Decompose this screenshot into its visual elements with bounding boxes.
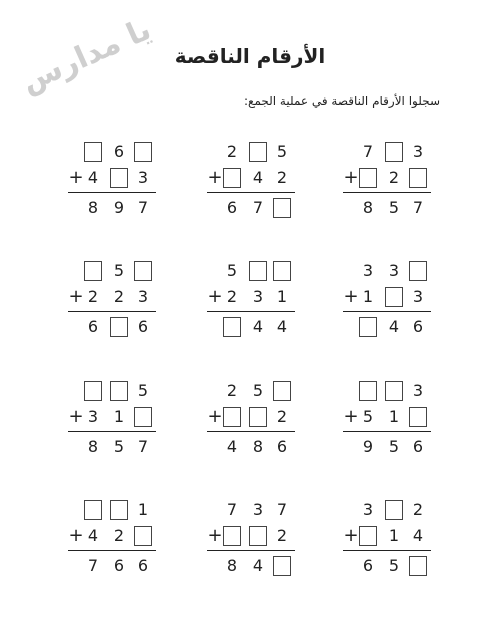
plus-sign: +: [343, 525, 359, 546]
sum-digit: 7: [137, 198, 149, 217]
plus-sign: +: [68, 167, 84, 188]
missing-digit-box[interactable]: [409, 261, 427, 281]
sum-line: [68, 550, 156, 551]
addend-bottom-digit: 1: [362, 287, 374, 306]
sum-digit: 6: [87, 317, 99, 336]
sum-digit: 4: [226, 437, 238, 456]
missing-digit-box[interactable]: [134, 407, 152, 427]
missing-digit-box[interactable]: [273, 556, 291, 576]
missing-digit-box[interactable]: [359, 168, 377, 188]
addend-bottom-digit: 2: [113, 526, 125, 545]
sum-digit: 6: [276, 437, 288, 456]
missing-digit-box[interactable]: [249, 407, 267, 427]
addend-bottom-digit: 3: [137, 287, 149, 306]
addend-top-digit: 5: [252, 381, 264, 400]
sum-line: [207, 311, 295, 312]
sum-line: [343, 192, 431, 193]
sum-line: [68, 431, 156, 432]
addend-bottom-digit: 1: [388, 407, 400, 426]
sum-line: [68, 192, 156, 193]
sum-digit: 8: [252, 437, 264, 456]
sum-digit: 6: [113, 556, 125, 575]
missing-digit-box[interactable]: [223, 407, 241, 427]
sum-digit: 6: [226, 198, 238, 217]
addend-top-digit: 3: [362, 261, 374, 280]
plus-sign: +: [207, 167, 223, 188]
missing-digit-box[interactable]: [84, 142, 102, 162]
addend-top-digit: 7: [276, 500, 288, 519]
sum-digit: 4: [252, 317, 264, 336]
sum-digit: 6: [362, 556, 374, 575]
plus-sign: +: [343, 167, 359, 188]
page-title: الأرقام الناقصة: [174, 44, 326, 68]
sum-digit: 7: [137, 437, 149, 456]
missing-digit-box[interactable]: [249, 526, 267, 546]
addend-top-digit: 2: [226, 142, 238, 161]
sum-digit: 9: [362, 437, 374, 456]
plus-sign: +: [68, 406, 84, 427]
addend-bottom-digit: 2: [87, 287, 99, 306]
missing-digit-box[interactable]: [273, 381, 291, 401]
missing-digit-box[interactable]: [110, 317, 128, 337]
sum-digit: 4: [388, 317, 400, 336]
sum-digit: 4: [276, 317, 288, 336]
missing-digit-box[interactable]: [385, 381, 403, 401]
addend-top-digit: 7: [226, 500, 238, 519]
sum-digit: 5: [113, 437, 125, 456]
addend-top-digit: 1: [137, 500, 149, 519]
missing-digit-box[interactable]: [249, 261, 267, 281]
addend-bottom-digit: 5: [362, 407, 374, 426]
missing-digit-box[interactable]: [84, 261, 102, 281]
plus-sign: +: [207, 406, 223, 427]
missing-digit-box[interactable]: [134, 142, 152, 162]
missing-digit-box[interactable]: [409, 407, 427, 427]
missing-digit-box[interactable]: [134, 526, 152, 546]
addition-problem: [68, 261, 156, 337]
addition-problem: [343, 261, 431, 337]
addend-bottom-digit: 2: [388, 168, 400, 187]
missing-digit-box[interactable]: [223, 317, 241, 337]
plus-sign: +: [343, 406, 359, 427]
sum-digit: 4: [252, 556, 264, 575]
missing-digit-box[interactable]: [223, 168, 241, 188]
missing-digit-box[interactable]: [359, 526, 377, 546]
sum-digit: 6: [412, 437, 424, 456]
addend-top-digit: 5: [226, 261, 238, 280]
sum-digit: 5: [388, 556, 400, 575]
sum-digit: 9: [113, 198, 125, 217]
sum-digit: 8: [226, 556, 238, 575]
addition-problem: [343, 500, 431, 576]
instruction-text: سجلوا الأرقام الناقصة في عملية الجمع:: [244, 94, 440, 108]
plus-sign: +: [343, 286, 359, 307]
addend-bottom-digit: 4: [412, 526, 424, 545]
missing-digit-box[interactable]: [359, 381, 377, 401]
watermark-logo: يا مدارس: [16, 11, 157, 100]
sum-line: [343, 431, 431, 432]
plus-sign: +: [207, 286, 223, 307]
addend-top-digit: 3: [412, 142, 424, 161]
missing-digit-box[interactable]: [110, 168, 128, 188]
missing-digit-box[interactable]: [385, 142, 403, 162]
addend-top-digit: 6: [113, 142, 125, 161]
addition-problem: [207, 261, 295, 337]
addend-bottom-digit: 3: [412, 287, 424, 306]
addition-problem: [68, 500, 156, 576]
plus-sign: +: [68, 525, 84, 546]
addend-bottom-digit: 2: [226, 287, 238, 306]
missing-digit-box[interactable]: [409, 168, 427, 188]
addend-bottom-digit: 4: [87, 526, 99, 545]
sum-line: [68, 311, 156, 312]
addend-bottom-digit: 3: [87, 407, 99, 426]
sum-line: [207, 192, 295, 193]
missing-digit-box[interactable]: [84, 500, 102, 520]
missing-digit-box[interactable]: [359, 317, 377, 337]
addend-top-digit: 3: [362, 500, 374, 519]
addend-bottom-digit: 1: [276, 287, 288, 306]
addend-top-digit: 2: [412, 500, 424, 519]
missing-digit-box[interactable]: [409, 556, 427, 576]
addition-problem: [207, 142, 295, 218]
addend-top-digit: 3: [388, 261, 400, 280]
addend-top-digit: 3: [252, 500, 264, 519]
sum-digit: 5: [388, 437, 400, 456]
addend-bottom-digit: 4: [87, 168, 99, 187]
addend-bottom-digit: 2: [276, 407, 288, 426]
addend-bottom-digit: 4: [252, 168, 264, 187]
missing-digit-box[interactable]: [110, 500, 128, 520]
missing-digit-box[interactable]: [385, 287, 403, 307]
missing-digit-box[interactable]: [249, 142, 267, 162]
addend-top-digit: 5: [276, 142, 288, 161]
sum-digit: 6: [137, 317, 149, 336]
sum-digit: 8: [362, 198, 374, 217]
sum-digit: 5: [388, 198, 400, 217]
addend-bottom-digit: 3: [137, 168, 149, 187]
addition-problem: [343, 142, 431, 218]
sum-digit: 6: [412, 317, 424, 336]
sum-digit: 6: [137, 556, 149, 575]
addend-top-digit: 7: [362, 142, 374, 161]
missing-digit-box[interactable]: [385, 500, 403, 520]
addend-bottom-digit: 2: [276, 526, 288, 545]
addition-problem: [207, 500, 295, 576]
addend-bottom-digit: 1: [113, 407, 125, 426]
sum-digit: 8: [87, 437, 99, 456]
addend-top-digit: 5: [113, 261, 125, 280]
addition-problem: [207, 381, 295, 457]
addition-problem: [68, 381, 156, 457]
sum-line: [207, 431, 295, 432]
missing-digit-box[interactable]: [273, 198, 291, 218]
plus-sign: +: [207, 525, 223, 546]
sum-line: [343, 550, 431, 551]
addition-problem: [68, 142, 156, 218]
addition-problem: [343, 381, 431, 457]
sum-line: [343, 311, 431, 312]
sum-digit: 7: [252, 198, 264, 217]
addend-bottom-digit: 2: [276, 168, 288, 187]
missing-digit-box[interactable]: [273, 261, 291, 281]
sum-digit: 8: [87, 198, 99, 217]
sum-digit: 7: [412, 198, 424, 217]
missing-digit-box[interactable]: [223, 526, 241, 546]
plus-sign: +: [68, 286, 84, 307]
sum-line: [207, 550, 295, 551]
addend-bottom-digit: 1: [388, 526, 400, 545]
addend-top-digit: 5: [137, 381, 149, 400]
addend-top-digit: 3: [412, 381, 424, 400]
missing-digit-box[interactable]: [84, 381, 102, 401]
missing-digit-box[interactable]: [110, 381, 128, 401]
addend-bottom-digit: 3: [252, 287, 264, 306]
addend-top-digit: 2: [226, 381, 238, 400]
sum-digit: 7: [87, 556, 99, 575]
addend-bottom-digit: 2: [113, 287, 125, 306]
missing-digit-box[interactable]: [134, 261, 152, 281]
